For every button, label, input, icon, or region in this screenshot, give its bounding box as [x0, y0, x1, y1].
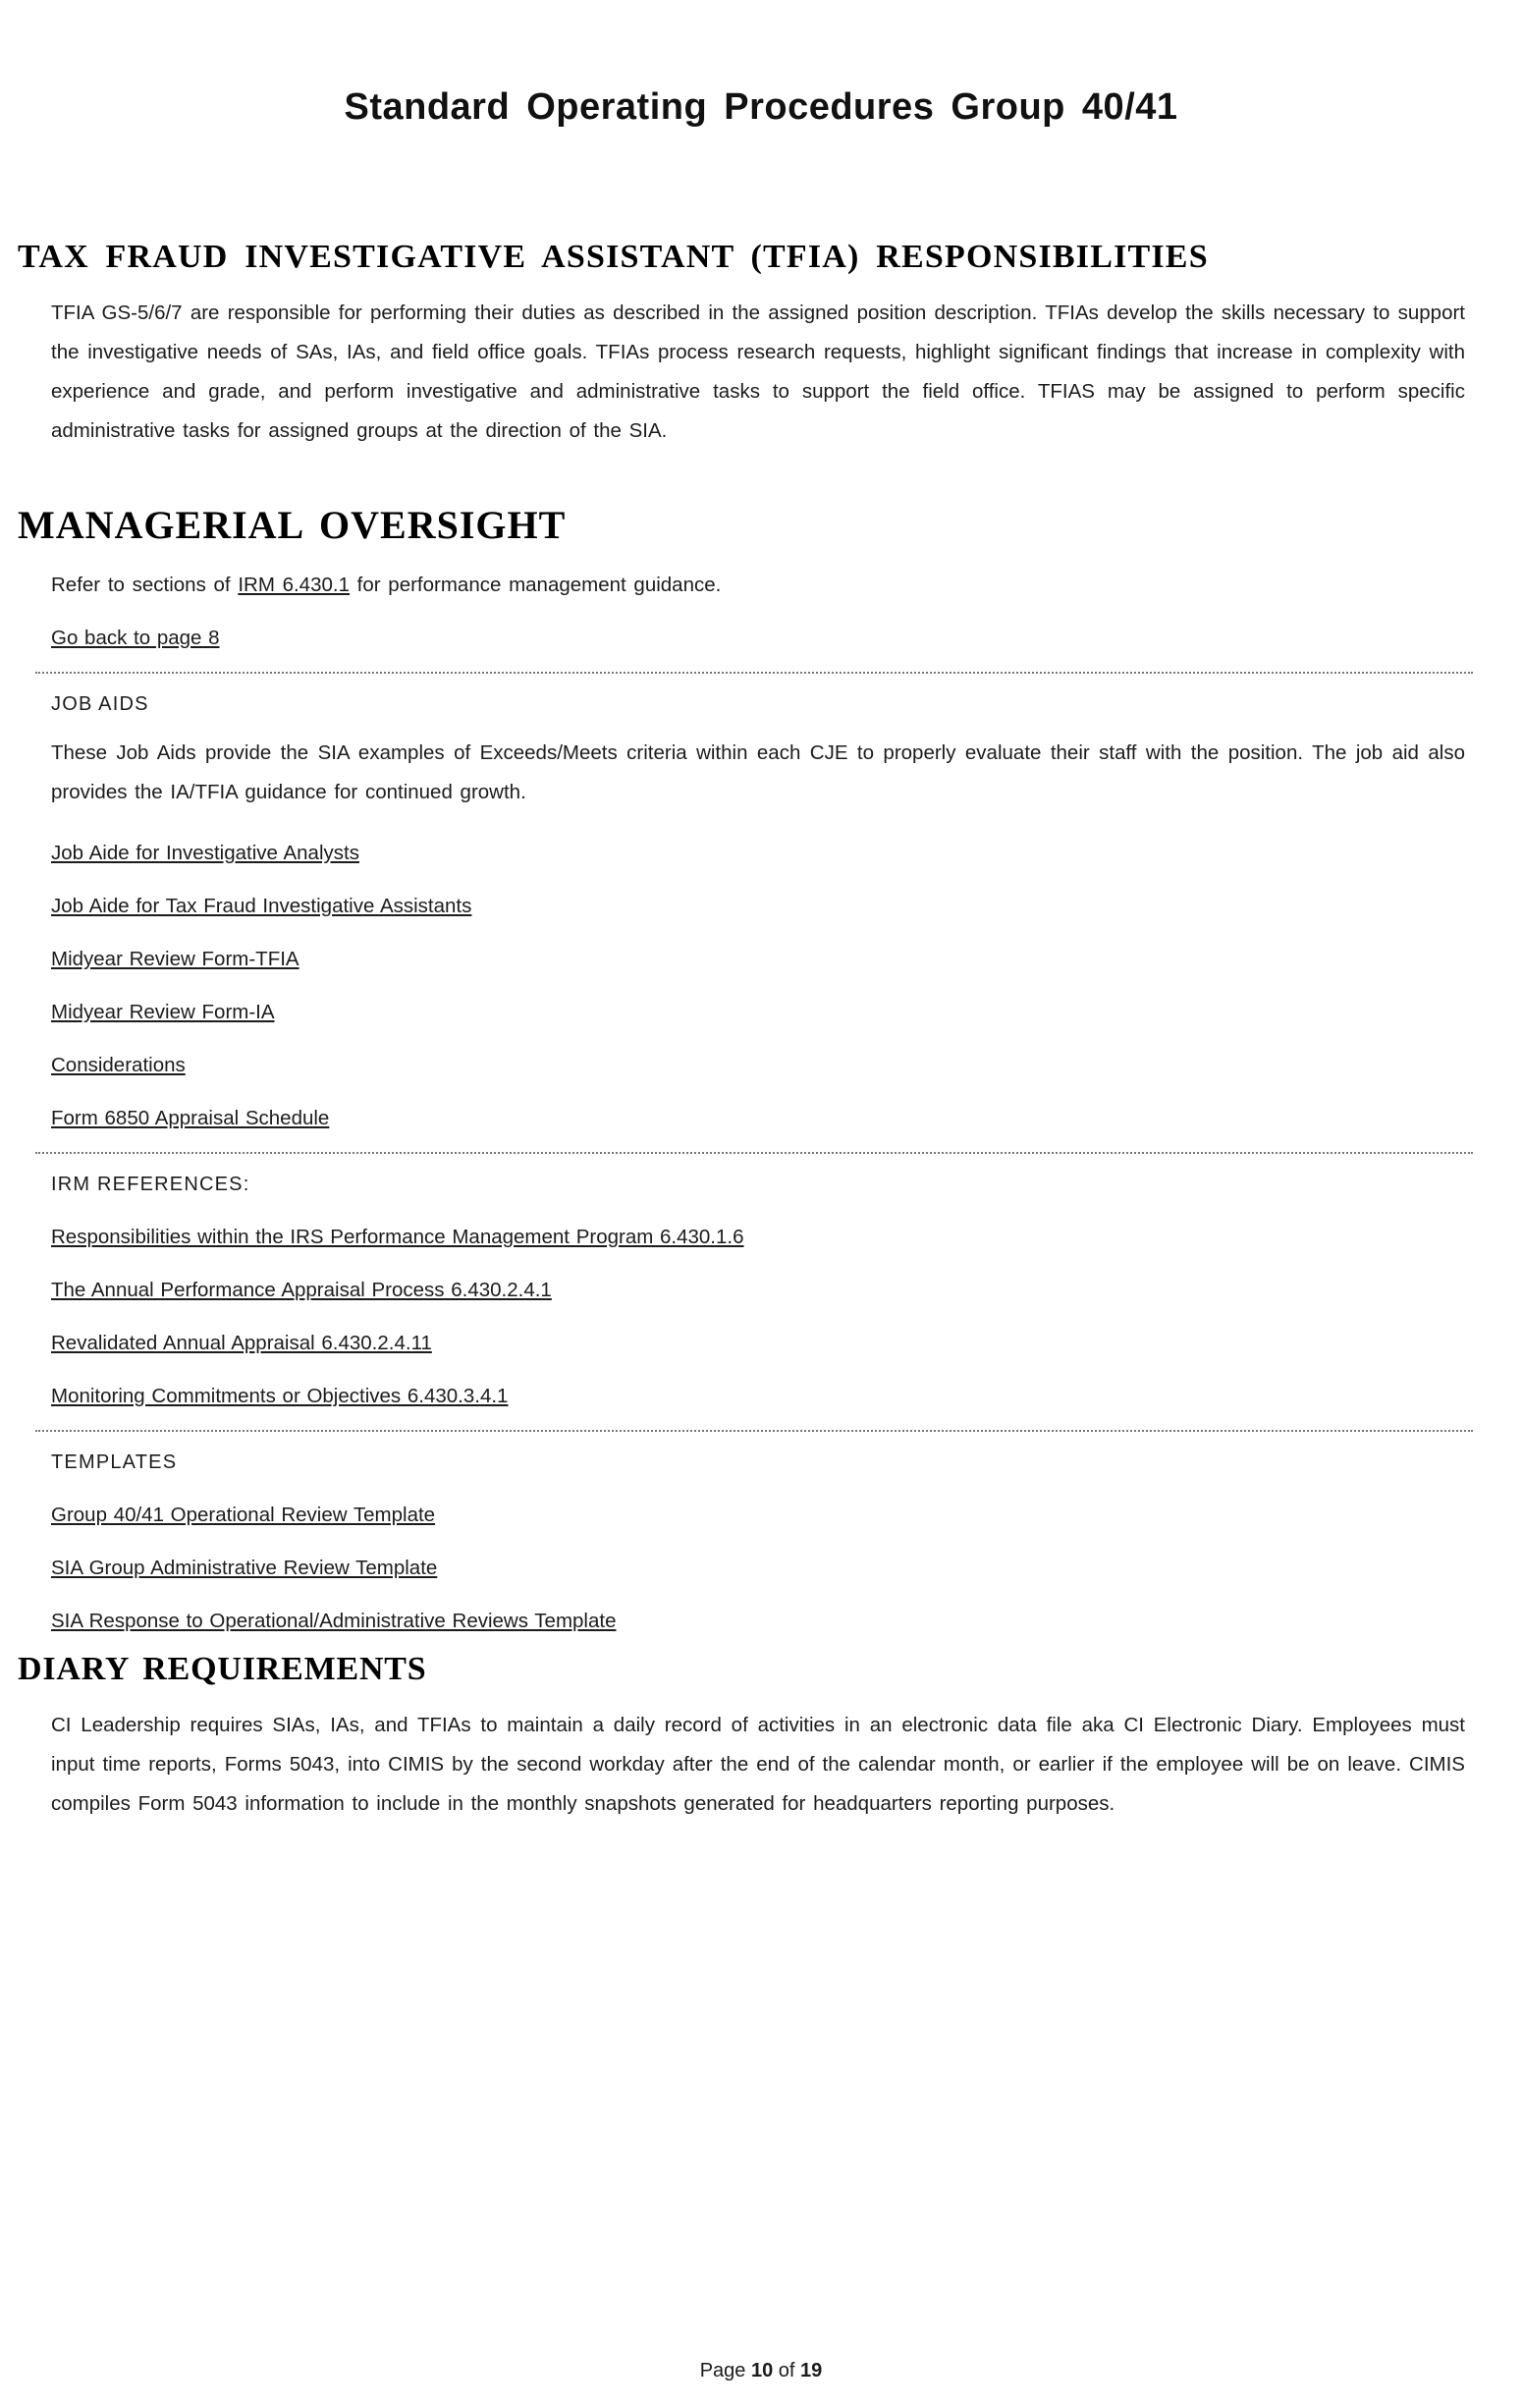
refer-suffix-text: for performance management guidance.: [349, 573, 722, 596]
divider-irm-references-top: [35, 1152, 1473, 1154]
paragraph-refer-to-sections: [51, 574, 1485, 597]
list-irm-reference-links: [18, 1226, 1485, 1408]
document-body: [18, 239, 1485, 1824]
list-item: [51, 1054, 1485, 1077]
footer-prefix: Page: [699, 2360, 751, 2381]
list-template-links: [18, 1504, 1485, 1633]
link-form-6850-appraisal-schedule[interactable]: Form 6850 Appraisal Schedule: [51, 1106, 330, 1129]
list-item: [51, 1557, 1485, 1580]
go-back-line: [51, 627, 1485, 650]
list-item: [51, 1385, 1485, 1408]
paragraph-diary-requirements: CI Leadership requires SIAs, IAs, and TFIAs to maintain a daily record of activities in an electronic data file aka CI Electronic Diary. Employees must input time reports, Forms 5043, into CIMIS by the second workday after the end of the calendar month, or earlier if the employee will be on leave. CIMIS compiles Form 5043 information to include in the monthly snapshots generated for headquarters reporting purposes.: [51, 1713, 1465, 1815]
footer-total-pages: 19: [800, 2360, 823, 2381]
link-annual-performance-appraisal-process[interactable]: The Annual Performance Appraisal Process 6.430.2.4.1: [51, 1278, 552, 1301]
divider-job-aids-top: [35, 672, 1473, 674]
label-irm-references: IRM REFERENCES:: [51, 1173, 250, 1195]
paragraph-tfia-responsibilities: TFIA GS-5/6/7 are responsible for performing their duties as described in the assigned position description. TFIAs develop the skills necessary to support the investigative needs of SAs, IAs, and field office goals. TFIAs process research requests, highlight significant findings that increase in complexity with experience and grade, and perform investigative and administrative tasks to support the field office. TFIAS may be assigned to perform specific administrative tasks for assigned groups at the direction of the SIA.: [51, 301, 1465, 442]
link-monitoring-commitments-or-objectives[interactable]: Monitoring Commitments or Objectives 6.430.3.4.1: [51, 1384, 509, 1407]
list-item: [51, 1279, 1485, 1302]
refer-prefix-text: Refer to sections of: [51, 573, 239, 596]
paragraph-job-aids: These Job Aids provide the SIA examples of Exceeds/Meets criteria within each CJE to properly evaluate their staff with the position. The job aid also provides the IA/TFIA guidance for continued growth.: [51, 740, 1465, 803]
list-item: [51, 1226, 1485, 1249]
list-item: [51, 1504, 1485, 1527]
link-sia-group-administrative-review-template[interactable]: SIA Group Administrative Review Template: [51, 1556, 438, 1579]
link-job-aide-tax-fraud-investigative-assistants[interactable]: Job Aide for Tax Fraud Investigative Assistants: [51, 894, 472, 917]
heading-tfia-responsibilities: TAX FRAUD INVESTIGATIVE ASSISTANT (TFIA) RESPONSIBILITIES: [18, 239, 1209, 275]
list-item: [51, 1610, 1485, 1633]
footer-current-page: 10: [750, 2360, 774, 2381]
link-revalidated-annual-appraisal[interactable]: Revalidated Annual Appraisal 6.430.2.4.11: [51, 1331, 432, 1354]
list-item: [51, 1001, 1485, 1024]
document-header-title: Standard Operating Procedures Group 40/41: [344, 86, 1178, 128]
heading-diary-requirements: DIARY REQUIREMENTS: [18, 1650, 427, 1687]
list-item: [51, 948, 1485, 971]
link-responsibilities-irs-performance-management-program[interactable]: Responsibilities within the IRS Performance Management Program 6.430.1.6: [51, 1225, 744, 1248]
link-midyear-review-form-ia[interactable]: Midyear Review Form-IA: [51, 1000, 275, 1023]
list-item: [51, 895, 1485, 918]
document-page: [0, 86, 1522, 2408]
heading-managerial-oversight: MANAGERIAL OVERSIGHT: [18, 502, 567, 547]
label-job-aids: JOB AIDS: [51, 692, 149, 715]
list-item: [51, 1332, 1485, 1355]
list-item: [51, 842, 1485, 865]
link-midyear-review-form-tfia[interactable]: Midyear Review Form-TFIA: [51, 947, 299, 970]
link-group-40-41-operational-review-template[interactable]: Group 40/41 Operational Review Template: [51, 1503, 436, 1526]
list-item: [51, 1107, 1485, 1130]
page-footer: [0, 2360, 1522, 2382]
link-sia-response-operational-administrative-reviews-template[interactable]: SIA Response to Operational/Administrative Reviews Template: [51, 1609, 617, 1632]
footer-middle: of: [773, 2360, 801, 2381]
link-job-aide-investigative-analysts[interactable]: Job Aide for Investigative Analysts: [51, 841, 359, 864]
link-go-back-to-page-8[interactable]: Go back to page 8: [51, 626, 220, 649]
link-considerations[interactable]: Considerations: [51, 1053, 186, 1076]
label-templates: TEMPLATES: [51, 1450, 178, 1473]
divider-templates-top: [35, 1430, 1473, 1432]
link-irm-6-430-1[interactable]: IRM 6.430.1: [238, 573, 350, 596]
list-job-aid-links: [18, 842, 1485, 1130]
